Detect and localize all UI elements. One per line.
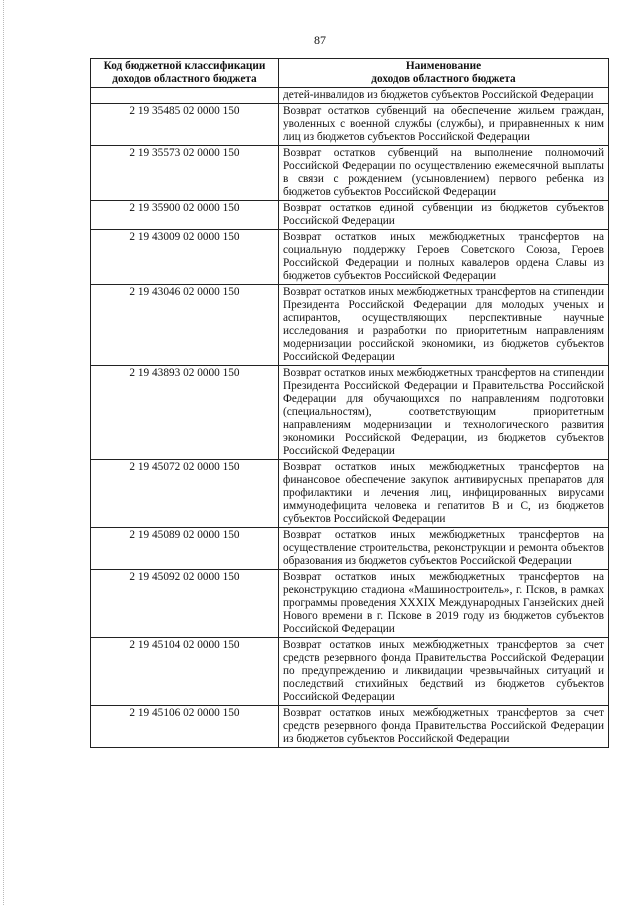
table-header-row (91, 59, 609, 88)
code-cell: 2 19 45106 02 0000 150 (91, 706, 279, 748)
code-cell: 2 19 35573 02 0000 150 (91, 146, 279, 201)
name-cell: Возврат остатков иных межбюджетных трансфертов за счет средств резервного фонда Правительства Российской Федерации из бюджетов субъектов Российской Федерации (279, 706, 609, 748)
name-cell: Возврат остатков иных межбюджетных трансфертов на осуществление строительства, реконструкции и ремонта объектов образования из бюджетов субъектов Российской Федерации (279, 528, 609, 570)
table-row (91, 104, 609, 146)
name-cell: Возврат остатков субвенций на выполнение полномочий Российской Федерации по осуществлению ежемесячной выплаты в связи с рождением (усыновлением) первого ребенка из бюджетов субъектов Российской Федерации (279, 146, 609, 201)
table-row (91, 528, 609, 570)
name-cell: Возврат остатков иных межбюджетных трансфертов на реконструкцию стадиона «Машиностроитель», г. Псков, в рамках программы проведения XXXIX Международных Ганзейских дней Нового времени в г. Пскове в 2019 году из бюджетов субъектов Российской Федерации (279, 570, 609, 638)
table-row (91, 366, 609, 460)
code-cell: 2 19 43893 02 0000 150 (91, 366, 279, 460)
code-cell: 2 19 35900 02 0000 150 (91, 201, 279, 230)
header-code (91, 59, 279, 88)
code-cell: 2 19 45089 02 0000 150 (91, 528, 279, 570)
name-cell: детей-инвалидов из бюджетов субъектов Российской Федерации (279, 88, 609, 104)
table-row (91, 230, 609, 285)
header-name-line: Наименование (405, 60, 482, 72)
name-cell: Возврат остатков иных межбюджетных трансфертов на стипендии Президента Российской Федерации и Правительства Российской Федерации для обучающихся по направлениям подготовки (специальностям), соответствующим приоритетным направлениям модернизации и технологического развития экономики Российской Федерации, из бюджетов субъектов Российской Федерации (279, 366, 609, 460)
code-cell (91, 88, 279, 104)
table-row (91, 638, 609, 706)
scan-edge-line (3, 0, 5, 905)
name-cell: Возврат остатков иных межбюджетных трансфертов на финансовое обеспечение закупок антивирусных препаратов для профилактики и лечения лиц, инфицированных вирусами иммунодефицита человека и гепатитов В и С, из бюджетов субъектов Российской Федерации (279, 460, 609, 528)
name-cell: Возврат остатков иных межбюджетных трансфертов на стипендии Президента Российской Федерации для молодых ученых и аспирантов, осуществляющих перспективные научные исследования и разработки по приоритетным направлениям модернизации российской экономики, из бюджетов субъектов Российской Федерации (279, 285, 609, 366)
table-row (91, 460, 609, 528)
table-row (91, 285, 609, 366)
name-cell: Возврат остатков единой субвенции из бюджетов субъектов Российской Федерации (279, 201, 609, 230)
header-code-line: доходов областного бюджета (112, 73, 257, 85)
code-cell: 2 19 43046 02 0000 150 (91, 285, 279, 366)
header-name-line: доходов областного бюджета (371, 73, 516, 85)
code-cell: 2 19 35485 02 0000 150 (91, 104, 279, 146)
table-row (91, 706, 609, 748)
page-number: 87 (314, 33, 326, 47)
code-cell: 2 19 45092 02 0000 150 (91, 570, 279, 638)
code-cell: 2 19 45072 02 0000 150 (91, 460, 279, 528)
budget-table (90, 58, 609, 748)
code-cell: 2 19 43009 02 0000 150 (91, 230, 279, 285)
table-row (91, 201, 609, 230)
table-row (91, 570, 609, 638)
table-row (91, 88, 609, 104)
header-name (279, 59, 609, 88)
name-cell: Возврат остатков субвенций на обеспечение жильем граждан, уволенных с военной службы (службы), и приравненных к ним лиц из бюджетов субъектов Российской Федерации (279, 104, 609, 146)
header-code-line: Код бюджетной классификации (103, 60, 266, 72)
name-cell: Возврат остатков иных межбюджетных трансфертов за счет средств резервного фонда Правительства Российской Федерации по предупреждению и ликвидации чрезвычайных ситуаций и последствий стихийных бедствий из бюджетов субъектов Российской Федерации (279, 638, 609, 706)
name-cell: Возврат остатков иных межбюджетных трансфертов на социальную поддержку Героев Советского Союза, Героев Российской Федерации и полных кавалеров ордена Славы из бюджетов субъектов Российской Федерации (279, 230, 609, 285)
table-row (91, 146, 609, 201)
code-cell: 2 19 45104 02 0000 150 (91, 638, 279, 706)
